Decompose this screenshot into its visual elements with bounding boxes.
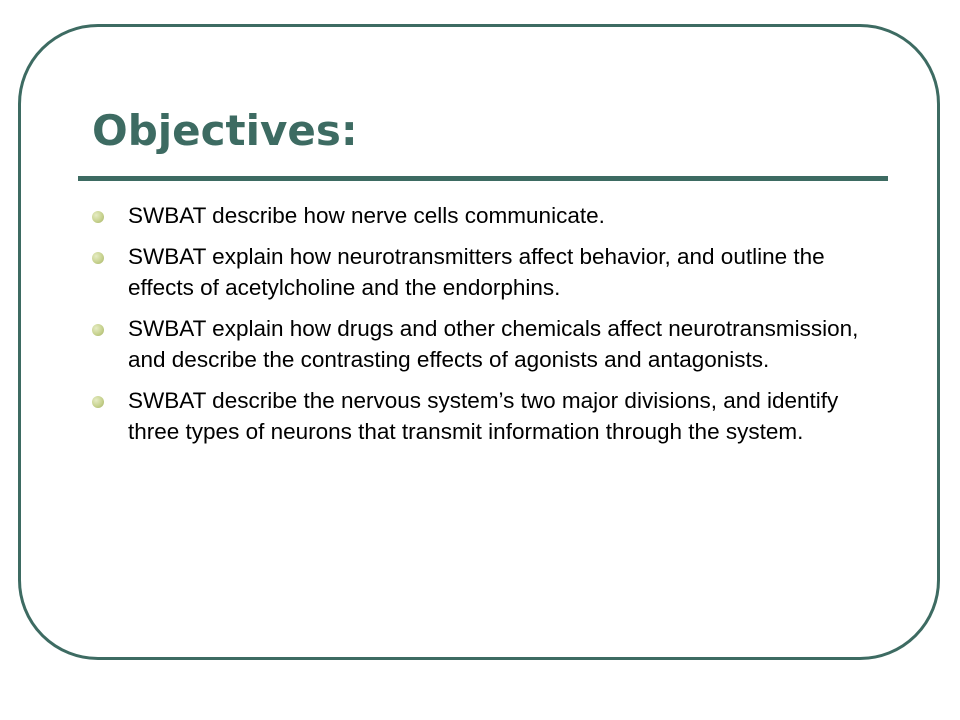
list-item-text: SWBAT describe how nerve cells communicate. <box>128 203 605 228</box>
list-item-text: SWBAT explain how neurotransmitters affect behavior, and outline the effects of acetylcholine and the endorphins. <box>128 244 825 300</box>
list-item <box>92 241 892 303</box>
list-item <box>92 200 892 231</box>
bullet-dot-icon <box>92 252 104 264</box>
bullet-dot-icon <box>92 211 104 223</box>
list-item-text: SWBAT explain how drugs and other chemicals affect neurotransmission, and describe the contrasting effects of agonists and antagonists. <box>128 316 859 372</box>
title-underline <box>78 176 888 181</box>
list-item <box>92 385 892 447</box>
bullet-dot-icon <box>92 396 104 408</box>
bullet-dot-icon <box>92 324 104 336</box>
slide-title: Objectives: <box>92 106 358 155</box>
list-item <box>92 313 892 375</box>
list-item-text: SWBAT describe the nervous system’s two major divisions, and identify three types of neurons that transmit information through the system. <box>128 388 839 444</box>
objectives-list <box>92 200 892 457</box>
